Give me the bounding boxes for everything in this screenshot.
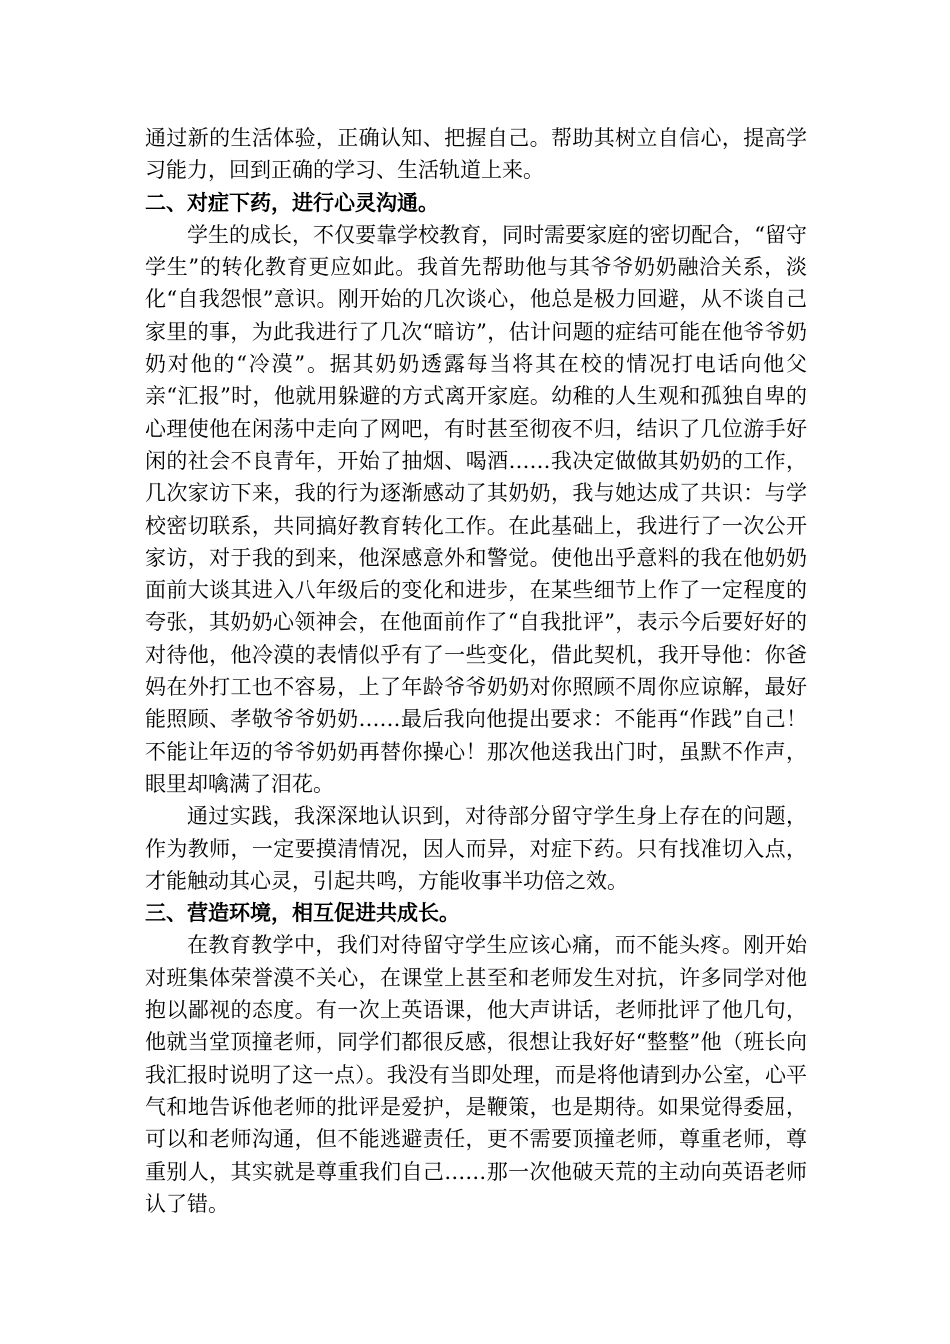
paragraph-2a: 学生的成长，不仅要靠学校教育，同时需要家庭的密切配合，“留守学生”的转化教育更应如此。我首先帮助他与其爷爷奶奶融洽关系，淡化“自我怨恨”意识。刚开始的几次谈心，他总是极力回避，从不谈自己家里的事，为此我进行了几次“暗访”，估计问题的症结可能在他爷爷奶奶对他的“冷漠”。据其奶奶透露每当将其在校的情况打电话向他父亲“汇报”时，他就用躲避的方式离开家庭。幼稚的人生观和孤独自卑的心理使他在闲荡中走向了网吧，有时甚至彻夜不归，结识了几位游手好闲的社会不良青年，开始了抽烟、喝酒……我决定做做其奶奶的工作，几次家访下来，我的行为逐渐感动了其奶奶，我与她达成了共识：与学校密切联系，共同搞好教育转化工作。在此基础上，我进行了一次公开家访，对于我的到来，他深感意外和警觉。使他出乎意料的我在他奶奶面前大谈其进入八年级后的变化和进步，在某些细节上作了一定程度的夸张，其奶奶心领神会，在他面前作了“自我批评”，表示今后要好好的对待他，他冷漠的表情似乎有了一些变化，借此契机，我开导他：你爸妈在外打工也不容易，上了年龄爷爷奶奶对你照顾不周你应谅解，最好能照顾、孝敬爷爷奶奶……最后我向他提出要求：不能再“作践”自己！不能让年迈的爷爷奶奶再替你操心！那次他送我出门时，虽默不作声，眼里却噙满了泪花。 (145, 222, 807, 796)
section-heading-3: 三、营造环境，相互促进共成长。 (145, 901, 460, 926)
section-heading-2: 二、对症下药，进行心灵沟通。 (145, 190, 439, 215)
paragraph-intro: 通过新的生活体验，正确认知、把握自己。帮助其树立自信心，提高学习能力，回到正确的学习、生活轨道上来。 (145, 126, 807, 183)
document-page (145, 122, 807, 1220)
paragraph-2b: 通过实践，我深深地认识到，对待部分留守学生身上存在的问题，作为教师，一定要摸清情况，因人而异，对症下药。只有找准切入点，才能触动其心灵，引起共鸣，方能收事半功倍之效。 (145, 804, 807, 893)
paragraph-3a: 在教育教学中，我们对待留守学生应该心痛，而不能头疼。刚开始对班集体荣誉漠不关心，在课堂上甚至和老师发生对抗，许多同学对他抱以鄙视的态度。有一次上英语课，他大声讲话，老师批评了他几句，他就当堂顶撞老师，同学们都很反感，很想让我好好“整整”他（班长向我汇报时说明了这一点）。我没有当即处理，而是将他请到办公室，心平气和地告诉他老师的批评是爱护，是鞭策，也是期待。如果觉得委屈，可以和老师沟通，但不能逃避责任，更不需要顶撞老师，尊重老师，尊重别人，其实就是尊重我们自己……那一次他破天荒的主动向英语老师认了错。 (145, 933, 807, 1216)
